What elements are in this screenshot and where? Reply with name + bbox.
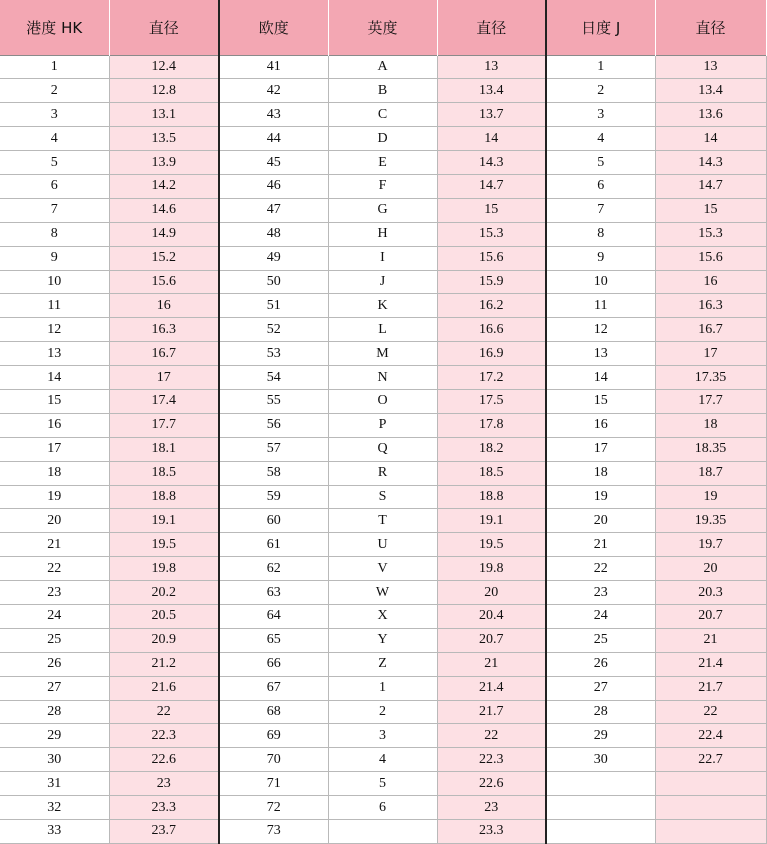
table-body — [0, 55, 766, 843]
hk-diameter-cell: 22.3 — [109, 724, 219, 748]
table-row — [0, 628, 766, 652]
uk-diameter-cell: 20.4 — [437, 604, 546, 628]
jp-size-cell: 9 — [546, 246, 655, 270]
table-row — [0, 533, 766, 557]
jp-size-cell: 1 — [546, 55, 655, 79]
eu-size-cell: 45 — [219, 151, 328, 175]
jp-diameter-cell: 15 — [655, 198, 766, 222]
uk-diameter-cell: 21 — [437, 652, 546, 676]
jp-diameter-cell: 21 — [655, 628, 766, 652]
uk-size-cell: B — [328, 79, 437, 103]
uk-diameter-cell: 22.3 — [437, 748, 546, 772]
table-row — [0, 413, 766, 437]
uk-size-cell: 1 — [328, 676, 437, 700]
hk-diameter-cell: 22 — [109, 700, 219, 724]
table-row — [0, 557, 766, 581]
uk-diameter-cell: 17.2 — [437, 366, 546, 390]
jp-size-cell: 24 — [546, 604, 655, 628]
hk-size-cell: 17 — [0, 437, 109, 461]
jp-diameter-cell: 18.7 — [655, 461, 766, 485]
uk-size-cell: 2 — [328, 700, 437, 724]
uk-diameter-cell: 15.3 — [437, 222, 546, 246]
eu-size-cell: 43 — [219, 103, 328, 127]
jp-size-cell: 25 — [546, 628, 655, 652]
eu-size-cell: 63 — [219, 581, 328, 605]
eu-size-cell: 58 — [219, 461, 328, 485]
hk-diameter-cell: 14.9 — [109, 222, 219, 246]
table-row — [0, 318, 766, 342]
table-row — [0, 604, 766, 628]
table-row — [0, 174, 766, 198]
eu-size-cell: 65 — [219, 628, 328, 652]
uk-diameter-cell: 19.8 — [437, 557, 546, 581]
eu-size-cell: 53 — [219, 342, 328, 366]
jp-size-cell: 6 — [546, 174, 655, 198]
uk-diameter-cell: 16.9 — [437, 342, 546, 366]
hk-diameter-cell: 19.8 — [109, 557, 219, 581]
hk-size-cell: 28 — [0, 700, 109, 724]
uk-size-cell: R — [328, 461, 437, 485]
hk-size-cell: 27 — [0, 676, 109, 700]
hk-diameter-cell: 21.6 — [109, 676, 219, 700]
hk-size-cell: 7 — [0, 198, 109, 222]
uk-diameter-cell: 14.7 — [437, 174, 546, 198]
header-eu-size: 欧度 — [219, 0, 328, 55]
table-row — [0, 581, 766, 605]
hk-size-cell: 5 — [0, 151, 109, 175]
table-row — [0, 79, 766, 103]
jp-diameter-cell: 17 — [655, 342, 766, 366]
uk-diameter-cell: 20 — [437, 581, 546, 605]
uk-size-cell: M — [328, 342, 437, 366]
table-row — [0, 676, 766, 700]
uk-diameter-cell: 21.7 — [437, 700, 546, 724]
jp-diameter-cell: 22 — [655, 700, 766, 724]
table-row — [0, 366, 766, 390]
uk-diameter-cell: 13 — [437, 55, 546, 79]
uk-size-cell: S — [328, 485, 437, 509]
hk-size-cell: 2 — [0, 79, 109, 103]
hk-diameter-cell: 14.6 — [109, 198, 219, 222]
eu-size-cell: 52 — [219, 318, 328, 342]
hk-diameter-cell: 17.7 — [109, 413, 219, 437]
jp-size-cell: 5 — [546, 151, 655, 175]
hk-diameter-cell: 15.6 — [109, 270, 219, 294]
eu-size-cell: 47 — [219, 198, 328, 222]
hk-diameter-cell: 17 — [109, 366, 219, 390]
eu-size-cell: 71 — [219, 772, 328, 796]
jp-size-cell: 29 — [546, 724, 655, 748]
table-row — [0, 246, 766, 270]
jp-size-cell: 30 — [546, 748, 655, 772]
uk-size-cell: J — [328, 270, 437, 294]
header-row — [0, 0, 766, 55]
eu-size-cell: 62 — [219, 557, 328, 581]
eu-size-cell: 61 — [219, 533, 328, 557]
uk-diameter-cell: 14.3 — [437, 151, 546, 175]
hk-size-cell: 32 — [0, 796, 109, 820]
uk-size-cell: T — [328, 509, 437, 533]
hk-diameter-cell: 21.2 — [109, 652, 219, 676]
table-row — [0, 270, 766, 294]
hk-size-cell: 23 — [0, 581, 109, 605]
table-row — [0, 198, 766, 222]
jp-diameter-cell: 20 — [655, 557, 766, 581]
jp-diameter-cell — [655, 772, 766, 796]
hk-diameter-cell: 20.5 — [109, 604, 219, 628]
jp-size-cell: 7 — [546, 198, 655, 222]
jp-diameter-cell: 20.7 — [655, 604, 766, 628]
eu-size-cell: 51 — [219, 294, 328, 318]
hk-diameter-cell: 23.3 — [109, 796, 219, 820]
hk-size-cell: 18 — [0, 461, 109, 485]
eu-size-cell: 50 — [219, 270, 328, 294]
jp-diameter-cell — [655, 796, 766, 820]
jp-size-cell: 3 — [546, 103, 655, 127]
uk-size-cell: H — [328, 222, 437, 246]
hk-size-cell: 19 — [0, 485, 109, 509]
uk-diameter-cell: 23 — [437, 796, 546, 820]
hk-size-cell: 21 — [0, 533, 109, 557]
table-row — [0, 509, 766, 533]
table-row — [0, 796, 766, 820]
jp-size-cell: 11 — [546, 294, 655, 318]
table-row — [0, 485, 766, 509]
hk-diameter-cell: 14.2 — [109, 174, 219, 198]
hk-diameter-cell: 16.3 — [109, 318, 219, 342]
eu-size-cell: 49 — [219, 246, 328, 270]
hk-size-cell: 6 — [0, 174, 109, 198]
uk-size-cell: G — [328, 198, 437, 222]
jp-size-cell: 20 — [546, 509, 655, 533]
jp-diameter-cell: 14.7 — [655, 174, 766, 198]
jp-size-cell: 27 — [546, 676, 655, 700]
jp-diameter-cell: 19.35 — [655, 509, 766, 533]
hk-diameter-cell: 20.2 — [109, 581, 219, 605]
jp-diameter-cell: 19 — [655, 485, 766, 509]
uk-diameter-cell: 20.7 — [437, 628, 546, 652]
jp-diameter-cell: 18 — [655, 413, 766, 437]
uk-size-cell: 4 — [328, 748, 437, 772]
hk-size-cell: 33 — [0, 820, 109, 844]
table-row — [0, 748, 766, 772]
uk-size-cell: Q — [328, 437, 437, 461]
hk-diameter-cell: 13.1 — [109, 103, 219, 127]
jp-diameter-cell: 17.35 — [655, 366, 766, 390]
jp-diameter-cell: 14.3 — [655, 151, 766, 175]
uk-size-cell: Y — [328, 628, 437, 652]
hk-size-cell: 4 — [0, 127, 109, 151]
uk-diameter-cell: 18.2 — [437, 437, 546, 461]
uk-diameter-cell: 22 — [437, 724, 546, 748]
table-row — [0, 294, 766, 318]
jp-size-cell — [546, 772, 655, 796]
hk-diameter-cell: 19.5 — [109, 533, 219, 557]
eu-size-cell: 57 — [219, 437, 328, 461]
table-row — [0, 772, 766, 796]
header-hk-size: 港度 HK — [0, 0, 109, 55]
hk-size-cell: 24 — [0, 604, 109, 628]
jp-diameter-cell: 22.7 — [655, 748, 766, 772]
jp-diameter-cell: 20.3 — [655, 581, 766, 605]
hk-size-cell: 31 — [0, 772, 109, 796]
hk-size-cell: 13 — [0, 342, 109, 366]
jp-diameter-cell: 18.35 — [655, 437, 766, 461]
hk-size-cell: 11 — [0, 294, 109, 318]
jp-size-cell: 12 — [546, 318, 655, 342]
hk-diameter-cell: 18.5 — [109, 461, 219, 485]
jp-size-cell: 16 — [546, 413, 655, 437]
hk-size-cell: 20 — [0, 509, 109, 533]
uk-diameter-cell: 17.5 — [437, 389, 546, 413]
jp-diameter-cell: 21.4 — [655, 652, 766, 676]
table-row — [0, 103, 766, 127]
hk-diameter-cell: 17.4 — [109, 389, 219, 413]
table-row — [0, 700, 766, 724]
jp-size-cell: 8 — [546, 222, 655, 246]
uk-diameter-cell: 17.8 — [437, 413, 546, 437]
jp-size-cell: 4 — [546, 127, 655, 151]
hk-size-cell: 3 — [0, 103, 109, 127]
uk-size-cell: C — [328, 103, 437, 127]
table-row — [0, 222, 766, 246]
uk-diameter-cell: 15 — [437, 198, 546, 222]
hk-diameter-cell: 18.1 — [109, 437, 219, 461]
jp-diameter-cell: 14 — [655, 127, 766, 151]
jp-size-cell: 13 — [546, 342, 655, 366]
jp-size-cell: 17 — [546, 437, 655, 461]
uk-diameter-cell: 18.8 — [437, 485, 546, 509]
uk-diameter-cell: 16.6 — [437, 318, 546, 342]
hk-size-cell: 16 — [0, 413, 109, 437]
hk-diameter-cell: 19.1 — [109, 509, 219, 533]
table-row — [0, 151, 766, 175]
hk-size-cell: 25 — [0, 628, 109, 652]
uk-size-cell: W — [328, 581, 437, 605]
uk-diameter-cell: 15.9 — [437, 270, 546, 294]
jp-diameter-cell: 15.6 — [655, 246, 766, 270]
table-row — [0, 389, 766, 413]
jp-size-cell: 10 — [546, 270, 655, 294]
uk-diameter-cell: 14 — [437, 127, 546, 151]
jp-size-cell: 26 — [546, 652, 655, 676]
eu-size-cell: 46 — [219, 174, 328, 198]
jp-diameter-cell: 22.4 — [655, 724, 766, 748]
eu-size-cell: 67 — [219, 676, 328, 700]
header-uk-diameter: 直径 — [437, 0, 546, 55]
jp-diameter-cell: 16.7 — [655, 318, 766, 342]
eu-size-cell: 56 — [219, 413, 328, 437]
hk-diameter-cell: 18.8 — [109, 485, 219, 509]
uk-size-cell: D — [328, 127, 437, 151]
uk-diameter-cell: 16.2 — [437, 294, 546, 318]
hk-diameter-cell: 12.8 — [109, 79, 219, 103]
eu-size-cell: 48 — [219, 222, 328, 246]
hk-size-cell: 10 — [0, 270, 109, 294]
table-row — [0, 652, 766, 676]
header-hk-diameter: 直径 — [109, 0, 219, 55]
hk-size-cell: 30 — [0, 748, 109, 772]
uk-size-cell: Z — [328, 652, 437, 676]
uk-size-cell: X — [328, 604, 437, 628]
jp-size-cell: 22 — [546, 557, 655, 581]
uk-size-cell: 6 — [328, 796, 437, 820]
uk-size-cell: I — [328, 246, 437, 270]
table-row — [0, 127, 766, 151]
uk-size-cell: O — [328, 389, 437, 413]
uk-diameter-cell: 18.5 — [437, 461, 546, 485]
jp-size-cell: 23 — [546, 581, 655, 605]
jp-size-cell: 14 — [546, 366, 655, 390]
jp-diameter-cell: 16.3 — [655, 294, 766, 318]
hk-size-cell: 1 — [0, 55, 109, 79]
uk-size-cell: N — [328, 366, 437, 390]
eu-size-cell: 55 — [219, 389, 328, 413]
eu-size-cell: 72 — [219, 796, 328, 820]
hk-size-cell: 12 — [0, 318, 109, 342]
hk-size-cell: 14 — [0, 366, 109, 390]
hk-diameter-cell: 13.5 — [109, 127, 219, 151]
table-row — [0, 342, 766, 366]
eu-size-cell: 70 — [219, 748, 328, 772]
jp-diameter-cell: 15.3 — [655, 222, 766, 246]
jp-size-cell: 21 — [546, 533, 655, 557]
hk-diameter-cell: 13.9 — [109, 151, 219, 175]
jp-size-cell: 2 — [546, 79, 655, 103]
hk-size-cell: 29 — [0, 724, 109, 748]
jp-diameter-cell: 13 — [655, 55, 766, 79]
uk-diameter-cell: 13.7 — [437, 103, 546, 127]
uk-size-cell: U — [328, 533, 437, 557]
uk-size-cell: 3 — [328, 724, 437, 748]
eu-size-cell: 59 — [219, 485, 328, 509]
hk-diameter-cell: 22.6 — [109, 748, 219, 772]
jp-diameter-cell: 19.7 — [655, 533, 766, 557]
hk-size-cell: 8 — [0, 222, 109, 246]
uk-size-cell: P — [328, 413, 437, 437]
uk-diameter-cell: 13.4 — [437, 79, 546, 103]
header-jp-diameter: 直径 — [655, 0, 766, 55]
table-row — [0, 461, 766, 485]
header-jp-size: 日度 J — [546, 0, 655, 55]
hk-diameter-cell: 16 — [109, 294, 219, 318]
jp-diameter-cell: 13.6 — [655, 103, 766, 127]
uk-diameter-cell: 19.1 — [437, 509, 546, 533]
jp-diameter-cell: 21.7 — [655, 676, 766, 700]
table-row — [0, 437, 766, 461]
uk-diameter-cell: 19.5 — [437, 533, 546, 557]
jp-diameter-cell: 16 — [655, 270, 766, 294]
uk-size-cell: K — [328, 294, 437, 318]
uk-size-cell: V — [328, 557, 437, 581]
eu-size-cell: 54 — [219, 366, 328, 390]
jp-size-cell: 19 — [546, 485, 655, 509]
jp-size-cell: 28 — [546, 700, 655, 724]
eu-size-cell: 69 — [219, 724, 328, 748]
eu-size-cell: 64 — [219, 604, 328, 628]
hk-diameter-cell: 15.2 — [109, 246, 219, 270]
hk-diameter-cell: 12.4 — [109, 55, 219, 79]
jp-size-cell — [546, 796, 655, 820]
uk-diameter-cell: 21.4 — [437, 676, 546, 700]
eu-size-cell: 60 — [219, 509, 328, 533]
hk-diameter-cell: 23.7 — [109, 820, 219, 844]
uk-size-cell: E — [328, 151, 437, 175]
uk-size-cell: F — [328, 174, 437, 198]
eu-size-cell: 44 — [219, 127, 328, 151]
hk-size-cell: 15 — [0, 389, 109, 413]
eu-size-cell: 41 — [219, 55, 328, 79]
table-row — [0, 724, 766, 748]
hk-diameter-cell: 23 — [109, 772, 219, 796]
uk-diameter-cell: 15.6 — [437, 246, 546, 270]
eu-size-cell: 42 — [219, 79, 328, 103]
hk-size-cell: 26 — [0, 652, 109, 676]
uk-size-cell: 5 — [328, 772, 437, 796]
jp-size-cell: 15 — [546, 389, 655, 413]
hk-diameter-cell: 20.9 — [109, 628, 219, 652]
hk-size-cell: 22 — [0, 557, 109, 581]
hk-size-cell: 9 — [0, 246, 109, 270]
eu-size-cell: 66 — [219, 652, 328, 676]
header-uk-size: 英度 — [328, 0, 437, 55]
hk-diameter-cell: 16.7 — [109, 342, 219, 366]
jp-diameter-cell: 13.4 — [655, 79, 766, 103]
table-row — [0, 55, 766, 79]
uk-diameter-cell: 23.3 — [437, 820, 546, 844]
uk-size-cell: A — [328, 55, 437, 79]
jp-size-cell: 18 — [546, 461, 655, 485]
eu-size-cell: 73 — [219, 820, 328, 844]
uk-size-cell: L — [328, 318, 437, 342]
jp-diameter-cell: 17.7 — [655, 389, 766, 413]
uk-diameter-cell: 22.6 — [437, 772, 546, 796]
eu-size-cell: 68 — [219, 700, 328, 724]
